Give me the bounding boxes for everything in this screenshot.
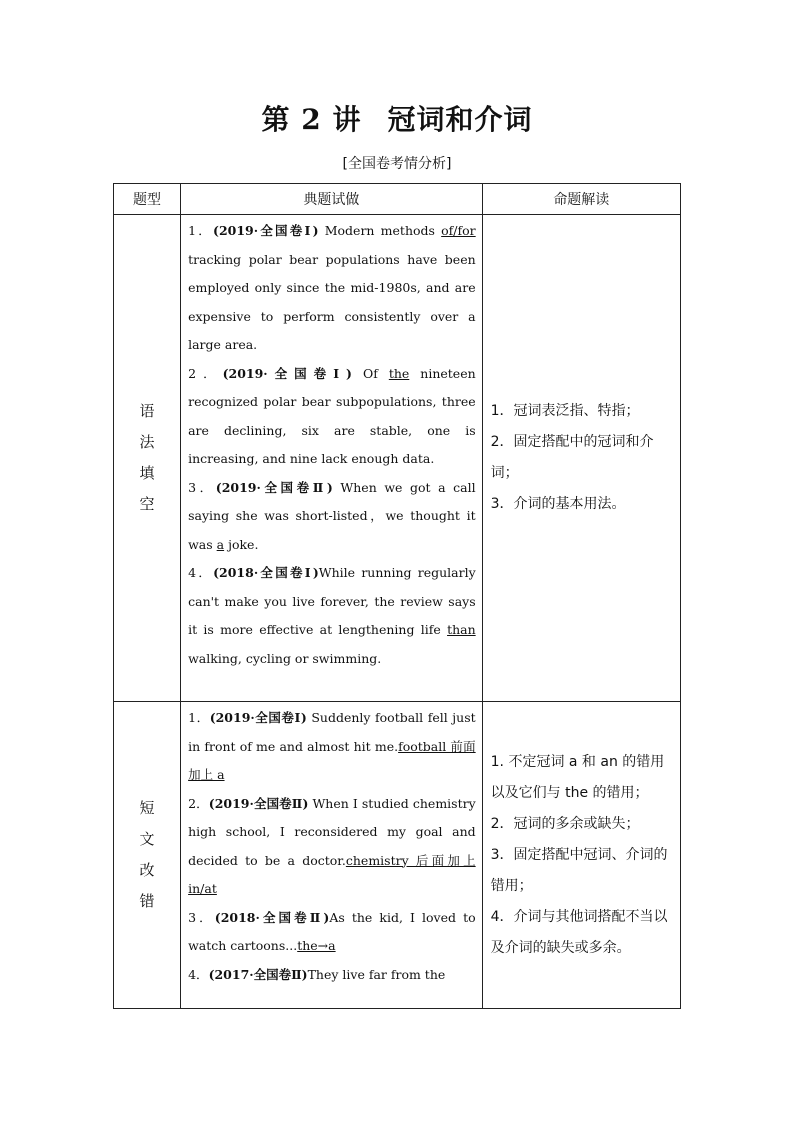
analysis-cell: 1. 不定冠词 a 和 an 的错用以及它们与 the 的错用； 2．冠词的多余或缺失； 3．固定搭配中冠词、介词的错用； 4．介词与其他词搭配不当以及介词的缺失或多余。 — [482, 702, 680, 1009]
header-examples: 典题试做 — [181, 184, 483, 215]
example-item: 1．(2019·全国卷Ⅰ) Modern methods of/for tracking polar bear populations have been employed only since the mid-1980s, and are expensive to perform consistently over a large area. — [188, 223, 476, 352]
header-analysis: 命题解读 — [482, 184, 680, 215]
analysis-table — [113, 183, 681, 1009]
answer: chemistry 后面加上 in/at — [188, 852, 476, 896]
example-item: 3．(2018·全国卷Ⅱ)As the kid, I loved to watch cartoons...the→a — [188, 909, 476, 953]
example-item: 1．(2019·全国卷Ⅰ) Suddenly football fell just in front of me and almost hit me.football 前面加上 a — [188, 710, 476, 782]
answer: the — [388, 365, 410, 381]
table-row — [114, 215, 681, 702]
example-item: 4．(2018·全国卷Ⅰ)While running regularly can't make you live forever, the review says it is more effective at lengthening life than walking, cycling or swimming. — [188, 565, 476, 666]
page-title: 第 2 讲 冠词和介词 — [261, 103, 533, 136]
answer: than — [447, 622, 476, 637]
header-type: 题型 — [114, 184, 181, 215]
table-header-row — [114, 184, 681, 215]
answer: football 前面加上 a — [188, 738, 476, 782]
question-type: 语 法 填 空 — [114, 215, 181, 702]
page-subtitle: [全国卷考情分析] — [342, 156, 452, 172]
question-type: 短 文 改 错 — [114, 702, 181, 1009]
example-item: 4．(2017·全国卷Ⅱ)They live far from the — [188, 966, 446, 982]
table-row — [114, 702, 681, 1009]
example-item: 3．(2019·全国卷Ⅱ) When we got a call saying she was short-listed，we thought it was a joke. — [188, 479, 476, 552]
example-item: 2．(2019·全国卷Ⅱ) When I studied chemistry high school, I reconsidered my goal and decided to be a doctor.chemistry 后面加上 in/at — [188, 795, 476, 896]
example-cell — [181, 702, 483, 1009]
analysis-cell: 1．冠词表泛指、特指； 2．固定搭配中的冠词和介词； 3．介词的基本用法。 — [482, 215, 680, 702]
answer: a — [216, 536, 225, 552]
example-item: 2．(2019·全国卷Ⅰ) Of the nineteen recognized polar bear subpopulations, three are declining, six are stable, one is increasing, and nine lack enough data. — [188, 365, 476, 466]
answer: of/for — [441, 223, 476, 238]
answer: the→a — [297, 938, 336, 953]
example-cell — [181, 215, 483, 702]
